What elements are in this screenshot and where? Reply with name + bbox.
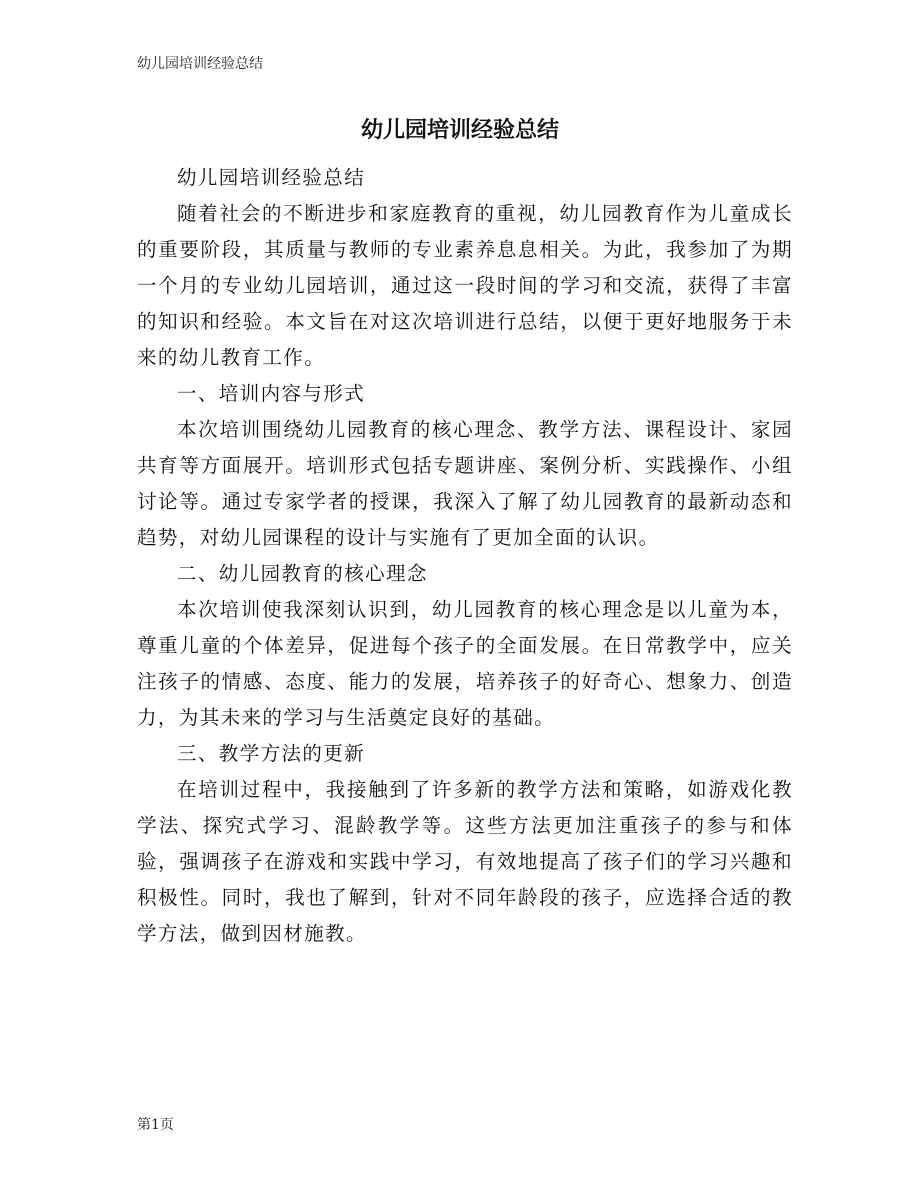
paragraph-section-1: 本次培训围绕幼儿园教育的核心理念、教学方法、课程设计、家园共育等方面展开。培训形式包括专题讲座、案例分析、实践操作、小组讨论等。通过专家学者的授课，我深入了解了幼儿园教育的最新动态和趋势，对幼儿园课程的设计与实施有了更加全面的认识。 (137, 418, 793, 549)
page-number: 第1页 (137, 1117, 174, 1133)
paragraph-intro: 随着社会的不断进步和家庭教育的重视，幼儿园教育作为儿童成长的重要阶段，其质量与教师的专业素养息息相关。为此，我参加了为期一个月的专业幼儿园培训，通过这一段时间的学习和交流，获得了丰富的知识和经验。本文旨在对这次培训进行总结，以便于更好地服务于未来的幼儿教育工作。 (137, 202, 793, 369)
running-header: 幼儿园培训经验总结 (137, 56, 263, 72)
document-title: 幼儿园培训经验总结 (360, 117, 559, 143)
document-body (137, 160, 793, 952)
paragraph-subtitle: 幼儿园培训经验总结 (177, 166, 366, 189)
paragraph-section-2: 本次培训使我深刻认识到，幼儿园教育的核心理念是以儿童为本，尊重儿童的个体差异，促进每个孩子的全面发展。在日常教学中，应关注孩子的情感、态度、能力的发展，培养孩子的好奇心、想象力、创造力，为其未来的学习与生活奠定良好的基础。 (137, 598, 793, 729)
paragraph-section-3: 在培训过程中，我接触到了许多新的教学方法和策略，如游戏化教学法、探究式学习、混龄教学等。这些方法更加注重孩子的参与和体验，强调孩子在游戏和实践中学习，有效地提高了孩子们的学习兴趣和积极性。同时，我也了解到，针对不同年龄段的孩子，应选择合适的教学方法，做到因材施教。 (137, 778, 793, 945)
section-heading-3: 三、教学方法的更新 (177, 742, 366, 765)
section-heading-2: 二、幼儿园教育的核心理念 (177, 562, 428, 585)
section-heading-1: 一、培训内容与形式 (177, 382, 366, 405)
